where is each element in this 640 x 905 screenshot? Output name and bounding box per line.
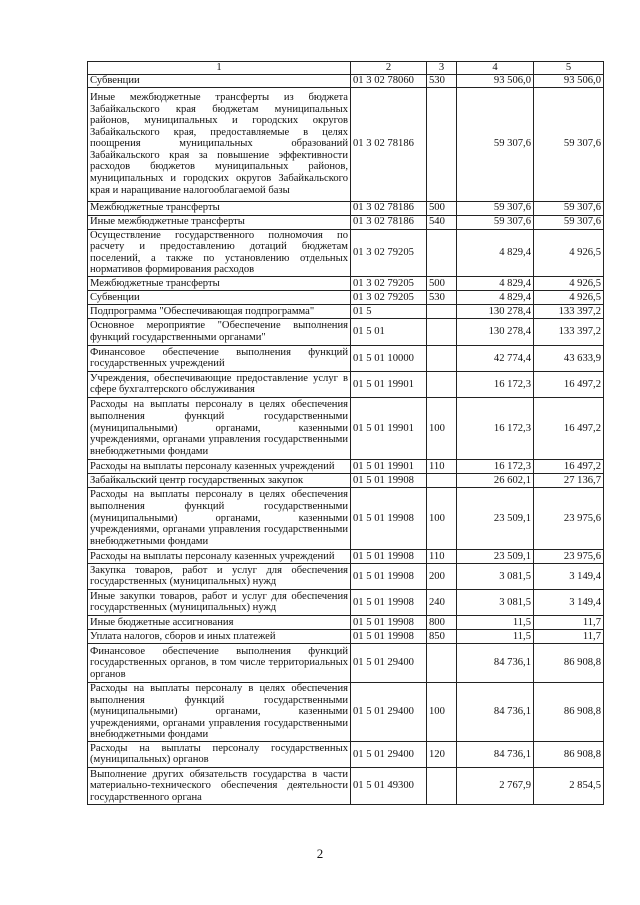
table-row xyxy=(88,345,604,371)
row-value-2-cell: 16 497,2 xyxy=(534,371,604,397)
row-value-1-cell: 23 509,1 xyxy=(457,487,534,549)
budget-table xyxy=(87,61,604,805)
row-type-cell: 120 xyxy=(427,741,457,767)
row-name-cell: Межбюджетные трансферты xyxy=(88,276,351,290)
row-value-2-cell: 86 908,8 xyxy=(534,682,604,741)
row-value-2-cell: 27 136,7 xyxy=(534,473,604,487)
row-value-2-cell: 4 926,5 xyxy=(534,276,604,290)
table-row xyxy=(88,643,604,682)
row-name-cell: Основное мероприятие "Обеспечение выполнения функций государственными органами" xyxy=(88,318,351,345)
row-code-cell: 01 5 01 10000 xyxy=(351,345,427,371)
table-header-row xyxy=(88,62,604,75)
row-code-cell: 01 5 01 29400 xyxy=(351,643,427,682)
row-name-cell: Иные бюджетные ассигнования xyxy=(88,615,351,629)
row-code-cell: 01 5 01 29400 xyxy=(351,741,427,767)
row-value-1-cell: 26 602,1 xyxy=(457,473,534,487)
row-value-1-cell: 130 278,4 xyxy=(457,318,534,345)
table-row xyxy=(88,229,604,276)
table-row xyxy=(88,473,604,487)
row-value-2-cell: 23 975,6 xyxy=(534,487,604,549)
row-value-1-cell: 42 774,4 xyxy=(457,345,534,371)
row-code-cell: 01 5 01 49300 xyxy=(351,767,427,804)
table-row xyxy=(88,615,604,629)
row-name-cell: Расходы на выплаты персоналу в целях обеспечения выполнения функций государственными (муниципальными) органами, казенными учреждениями, органами управления государственными внебюджетными фондами xyxy=(88,397,351,459)
table-row xyxy=(88,563,604,589)
row-type-cell xyxy=(427,767,457,804)
row-value-2-cell: 23 975,6 xyxy=(534,549,604,563)
row-type-cell xyxy=(427,643,457,682)
row-value-2-cell: 3 149,4 xyxy=(534,563,604,589)
row-name-cell: Подпрограмма "Обеспечивающая подпрограмма" xyxy=(88,304,351,318)
table-row xyxy=(88,682,604,741)
row-value-2-cell: 16 497,2 xyxy=(534,459,604,473)
row-value-2-cell: 59 307,6 xyxy=(534,201,604,215)
row-value-2-cell: 11,7 xyxy=(534,615,604,629)
row-code-cell: 01 3 02 78186 xyxy=(351,87,427,201)
table-row xyxy=(88,201,604,215)
table-row xyxy=(88,589,604,615)
header-cell: 5 xyxy=(534,62,604,75)
table-row xyxy=(88,215,604,229)
row-name-cell: Иные межбюджетные трансферты из бюджета Забайкальского края бюджетам муниципальных районов, муниципальных и городских округов Забайкальского края, предоставляемые в целях поощрения муниципальных образований Забайкальского края за повышение эффективности расходов бюджетов муниципальных районов, муниципальных и городских округов Забайкальского края и наращивание налогооблагаемой базы xyxy=(88,87,351,201)
row-name-cell: Субвенции xyxy=(88,290,351,304)
row-type-cell: 110 xyxy=(427,549,457,563)
row-name-cell: Забайкальский центр государственных закупок xyxy=(88,473,351,487)
page-number: 2 xyxy=(316,846,324,861)
row-code-cell: 01 3 02 79205 xyxy=(351,276,427,290)
row-code-cell: 01 5 01 19908 xyxy=(351,473,427,487)
row-code-cell: 01 5 01 19908 xyxy=(351,549,427,563)
row-value-2-cell: 2 854,5 xyxy=(534,767,604,804)
row-value-2-cell: 4 926,5 xyxy=(534,290,604,304)
table-row xyxy=(88,767,604,804)
row-name-cell: Расходы на выплаты персоналу казенных учреждений xyxy=(88,549,351,563)
row-value-1-cell: 3 081,5 xyxy=(457,563,534,589)
row-value-2-cell: 86 908,8 xyxy=(534,741,604,767)
row-value-1-cell: 2 767,9 xyxy=(457,767,534,804)
row-code-cell: 01 3 02 78186 xyxy=(351,201,427,215)
row-value-1-cell: 16 172,3 xyxy=(457,371,534,397)
row-code-cell: 01 5 01 xyxy=(351,318,427,345)
row-type-cell xyxy=(427,318,457,345)
table-row xyxy=(88,290,604,304)
row-name-cell: Финансовое обеспечение выполнения функций государственных учреждений xyxy=(88,345,351,371)
row-value-1-cell: 59 307,6 xyxy=(457,215,534,229)
table-row xyxy=(88,87,604,201)
row-type-cell: 100 xyxy=(427,487,457,549)
row-type-cell: 800 xyxy=(427,615,457,629)
row-value-1-cell: 130 278,4 xyxy=(457,304,534,318)
row-name-cell: Иные закупки товаров, работ и услуг для обеспечения государственных (муниципальных) нужд xyxy=(88,589,351,615)
row-type-cell xyxy=(427,87,457,201)
row-type-cell: 500 xyxy=(427,201,457,215)
row-type-cell: 100 xyxy=(427,682,457,741)
header-cell: 2 xyxy=(351,62,427,75)
row-value-1-cell: 93 506,0 xyxy=(457,75,534,88)
row-name-cell: Учреждения, обеспечивающие предоставление услуг в сфере бухгалтерского обслуживания xyxy=(88,371,351,397)
row-code-cell: 01 5 01 19901 xyxy=(351,397,427,459)
row-type-cell: 530 xyxy=(427,75,457,88)
row-type-cell: 500 xyxy=(427,276,457,290)
row-value-1-cell: 23 509,1 xyxy=(457,549,534,563)
row-name-cell: Расходы на выплаты персоналу казенных учреждений xyxy=(88,459,351,473)
row-value-2-cell: 86 908,8 xyxy=(534,643,604,682)
row-code-cell: 01 5 01 19908 xyxy=(351,563,427,589)
row-code-cell: 01 5 01 19908 xyxy=(351,615,427,629)
table-row xyxy=(88,397,604,459)
table-row xyxy=(88,318,604,345)
table-row xyxy=(88,629,604,643)
row-name-cell: Иные межбюджетные трансферты xyxy=(88,215,351,229)
row-value-1-cell: 59 307,6 xyxy=(457,87,534,201)
row-code-cell: 01 3 02 78186 xyxy=(351,215,427,229)
row-value-2-cell: 16 497,2 xyxy=(534,397,604,459)
row-code-cell: 01 5 01 19908 xyxy=(351,589,427,615)
row-value-1-cell: 16 172,3 xyxy=(457,397,534,459)
row-type-cell: 850 xyxy=(427,629,457,643)
row-name-cell: Межбюджетные трансферты xyxy=(88,201,351,215)
row-name-cell: Выполнение других обязательств государства в части материально-технического обеспечения деятельности государственного органа xyxy=(88,767,351,804)
row-value-1-cell: 16 172,3 xyxy=(457,459,534,473)
row-value-2-cell: 59 307,6 xyxy=(534,215,604,229)
row-value-1-cell: 4 829,4 xyxy=(457,229,534,276)
row-value-1-cell: 84 736,1 xyxy=(457,643,534,682)
table-row xyxy=(88,549,604,563)
row-code-cell: 01 5 01 19901 xyxy=(351,459,427,473)
table-row xyxy=(88,741,604,767)
row-type-cell xyxy=(427,229,457,276)
table-row xyxy=(88,371,604,397)
row-value-2-cell: 11,7 xyxy=(534,629,604,643)
row-name-cell: Закупка товаров, работ и услуг для обеспечения государственных (муниципальных) нужд xyxy=(88,563,351,589)
row-code-cell: 01 5 01 19901 xyxy=(351,371,427,397)
row-code-cell: 01 5 01 19908 xyxy=(351,629,427,643)
table-row xyxy=(88,276,604,290)
row-name-cell: Расходы на выплаты персоналу в целях обеспечения выполнения функций государственными (муниципальными) органами, казенными учреждениями, органами управления государственными внебюджетными фондами xyxy=(88,487,351,549)
row-type-cell: 540 xyxy=(427,215,457,229)
header-cell: 4 xyxy=(457,62,534,75)
row-type-cell xyxy=(427,345,457,371)
table-row xyxy=(88,487,604,549)
row-type-cell: 240 xyxy=(427,589,457,615)
row-code-cell: 01 3 02 79205 xyxy=(351,229,427,276)
row-value-1-cell: 59 307,6 xyxy=(457,201,534,215)
row-type-cell: 530 xyxy=(427,290,457,304)
row-name-cell: Субвенции xyxy=(88,75,351,88)
row-type-cell xyxy=(427,371,457,397)
table-row xyxy=(88,75,604,88)
row-value-1-cell: 3 081,5 xyxy=(457,589,534,615)
row-code-cell: 01 5 01 19908 xyxy=(351,487,427,549)
row-value-1-cell: 84 736,1 xyxy=(457,682,534,741)
row-name-cell: Осуществление государственного полномочия по расчету и предоставлению дотаций бюджетам поселений, а также по установлению отдельных нормативов формирования расходов xyxy=(88,229,351,276)
row-code-cell: 01 3 02 79205 xyxy=(351,290,427,304)
row-value-2-cell: 133 397,2 xyxy=(534,304,604,318)
row-name-cell: Финансовое обеспечение выполнения функций государственных органов, в том числе территориальных органов xyxy=(88,643,351,682)
row-type-cell: 200 xyxy=(427,563,457,589)
row-type-cell xyxy=(427,304,457,318)
row-value-1-cell: 11,5 xyxy=(457,615,534,629)
row-code-cell: 01 5 xyxy=(351,304,427,318)
row-value-2-cell: 4 926,5 xyxy=(534,229,604,276)
row-value-2-cell: 133 397,2 xyxy=(534,318,604,345)
row-type-cell: 110 xyxy=(427,459,457,473)
row-code-cell: 01 5 01 29400 xyxy=(351,682,427,741)
row-value-1-cell: 11,5 xyxy=(457,629,534,643)
row-name-cell: Уплата налогов, сборов и иных платежей xyxy=(88,629,351,643)
row-value-1-cell: 4 829,4 xyxy=(457,290,534,304)
header-cell: 3 xyxy=(427,62,457,75)
row-name-cell: Расходы на выплаты персоналу государственных (муниципальных) органов xyxy=(88,741,351,767)
header-cell: 1 xyxy=(88,62,351,75)
table-row xyxy=(88,304,604,318)
table-row xyxy=(88,459,604,473)
row-value-2-cell: 3 149,4 xyxy=(534,589,604,615)
row-value-2-cell: 59 307,6 xyxy=(534,87,604,201)
row-code-cell: 01 3 02 78060 xyxy=(351,75,427,88)
row-value-1-cell: 4 829,4 xyxy=(457,276,534,290)
row-value-2-cell: 93 506,0 xyxy=(534,75,604,88)
row-type-cell xyxy=(427,473,457,487)
row-value-1-cell: 84 736,1 xyxy=(457,741,534,767)
row-name-cell: Расходы на выплаты персоналу в целях обеспечения выполнения функций государственными (муниципальными) органами, казенными учреждениями, органами управления государственными внебюджетными фондами xyxy=(88,682,351,741)
row-value-2-cell: 43 633,9 xyxy=(534,345,604,371)
row-type-cell: 100 xyxy=(427,397,457,459)
